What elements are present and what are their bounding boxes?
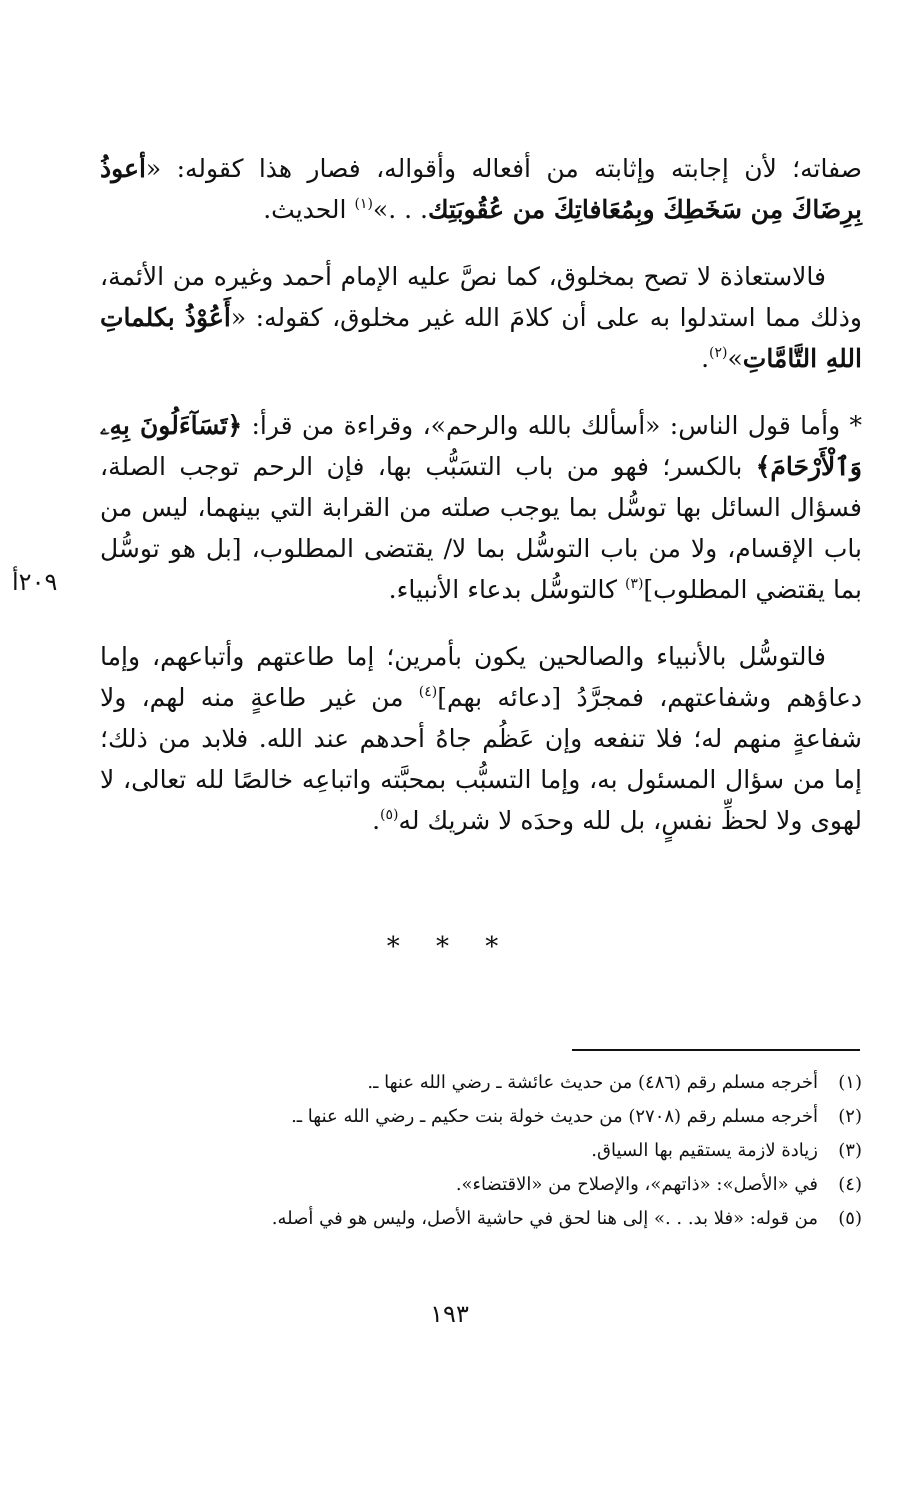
footnote-3 <box>100 1134 862 1168</box>
footnote-4 <box>100 1168 862 1202</box>
footnote-number: (١) <box>838 1072 862 1093</box>
paragraph-3: * وأما قول الناس: «أسألك بالله والرحم»، وقراءة من قرأ: ﴿تَسَآءَلُونَ بِهِۦ وَٱلْأَرْحَامَ﴾ بالكسر؛ فهو من باب التسَبُّب بها، فإن الرحم توجب الصلة، فسؤال السائل بها توسُّل بما يوجب صلته من القرابة التي بينهما، ليس من باب الإقسام، ولا من باب التوسُّل بما لا/ يقتضى المطلوب، [بل هو توسُّل بما يقتضي المطلوب]$^{(٣)}$ كالتوسُّل بدعاء الأنبياء. <box>100 411 862 604</box>
footnote-ref-1[interactable]: (١) <box>354 196 373 212</box>
footnote-number: (٣) <box>838 1140 862 1161</box>
footnote-number: (٢) <box>838 1106 862 1127</box>
quoted-hadith: أعوذُ بِرِضَاكَ مِن سَخَطِكَ وبِمُعَافاتِكَ من عُقُوبَتِك <box>100 154 862 224</box>
paragraph-1: صفاته؛ لأن إجابته وإثابته من أفعاله وأقواله، فصار هذا كقوله: «أعوذُ بِرِضَاكَ مِن سَخَطِكَ وبِمُعَافاتِكَ من عُقُوبَتِك. . .»$^{(١)}$ الحديث. <box>100 154 862 224</box>
footnote-5 <box>100 1202 862 1236</box>
footnote-ref-5[interactable]: (٥) <box>380 807 399 823</box>
footnote-text: في «الأصل»: «ذاتهم»، والإصلاح من «الاقتضاء». <box>455 1174 818 1195</box>
footnote-2 <box>100 1100 862 1134</box>
manuscript-folio-marker: ٢٠٩أ <box>12 568 58 596</box>
footnote-1 <box>100 1066 862 1100</box>
footnote-text: أخرجه مسلم رقم (٢٧٠٨) من حديث خولة بنت حكيم ـ رضي الله عنها ـ. <box>291 1106 818 1127</box>
quran-verse: ﴿تَسَآءَلُونَ بِهِۦ وَٱلْأَرْحَامَ﴾ <box>100 411 862 481</box>
footnote-number: (٤) <box>838 1174 862 1195</box>
footnote-divider <box>572 1049 860 1051</box>
paragraph-4: فالتوسُّل بالأنبياء والصالحين يكون بأمرين؛ إما طاعتهم وأتباعهم، وإما دعاؤهم وشفاعتهم، فمجرَّدُ [دعائه بهم]$^{(٤)}$ من غير طاعةٍ منه لهم، ولا شفاعةٍ منهم له؛ فلا تنفعه وإن عَظُم جاهُ أحدهم عند الله. فلابد من ذلك؛ إما من سؤال المسئول به، وإما التسبُّب بمحبَّته واتباعِه خالصًا لله تعالى، لا لهوى ولا لحظِّ نفسٍ، بل لله وحدَه لا شريك له$^{(٥)}$. <box>100 642 862 835</box>
footnote-text: زيادة لازمة يستقيم بها السياق. <box>591 1140 818 1161</box>
footnotes <box>100 1066 862 1236</box>
footnote-ref-4[interactable]: (٤) <box>418 684 438 700</box>
footnote-number: (٥) <box>838 1208 862 1229</box>
section-separator: * * * <box>386 932 513 962</box>
footnote-text: أخرجه مسلم رقم (٤٨٦) من حديث عائشة ـ رضي الله عنها ـ. <box>367 1072 818 1093</box>
footnote-ref-3[interactable]: (٣) <box>624 576 644 592</box>
paragraph-2: فالاستعاذة لا تصح بمخلوق، كما نصَّ عليه الإمام أحمد وغيره من الأئمة، وذلك مما استدلوا به على أن كلامَ الله غير مخلوق، كقوله: «أَعُوْذُ بكلماتِ اللهِ التَّامَّاتِ»$^{(٢)}$. <box>100 262 863 373</box>
quoted-hadith: أَعُوْذُ بكلماتِ اللهِ التَّامَّاتِ <box>100 303 862 373</box>
page-number: ١٩٣ <box>430 1300 469 1328</box>
footnote-ref-2[interactable]: (٢) <box>709 345 728 361</box>
main-text <box>100 148 862 867</box>
footnote-text: من قوله: «فلا بد. . .» إلى هنا لحق في حاشية الأصل، وليس هو في أصله. <box>271 1208 818 1229</box>
